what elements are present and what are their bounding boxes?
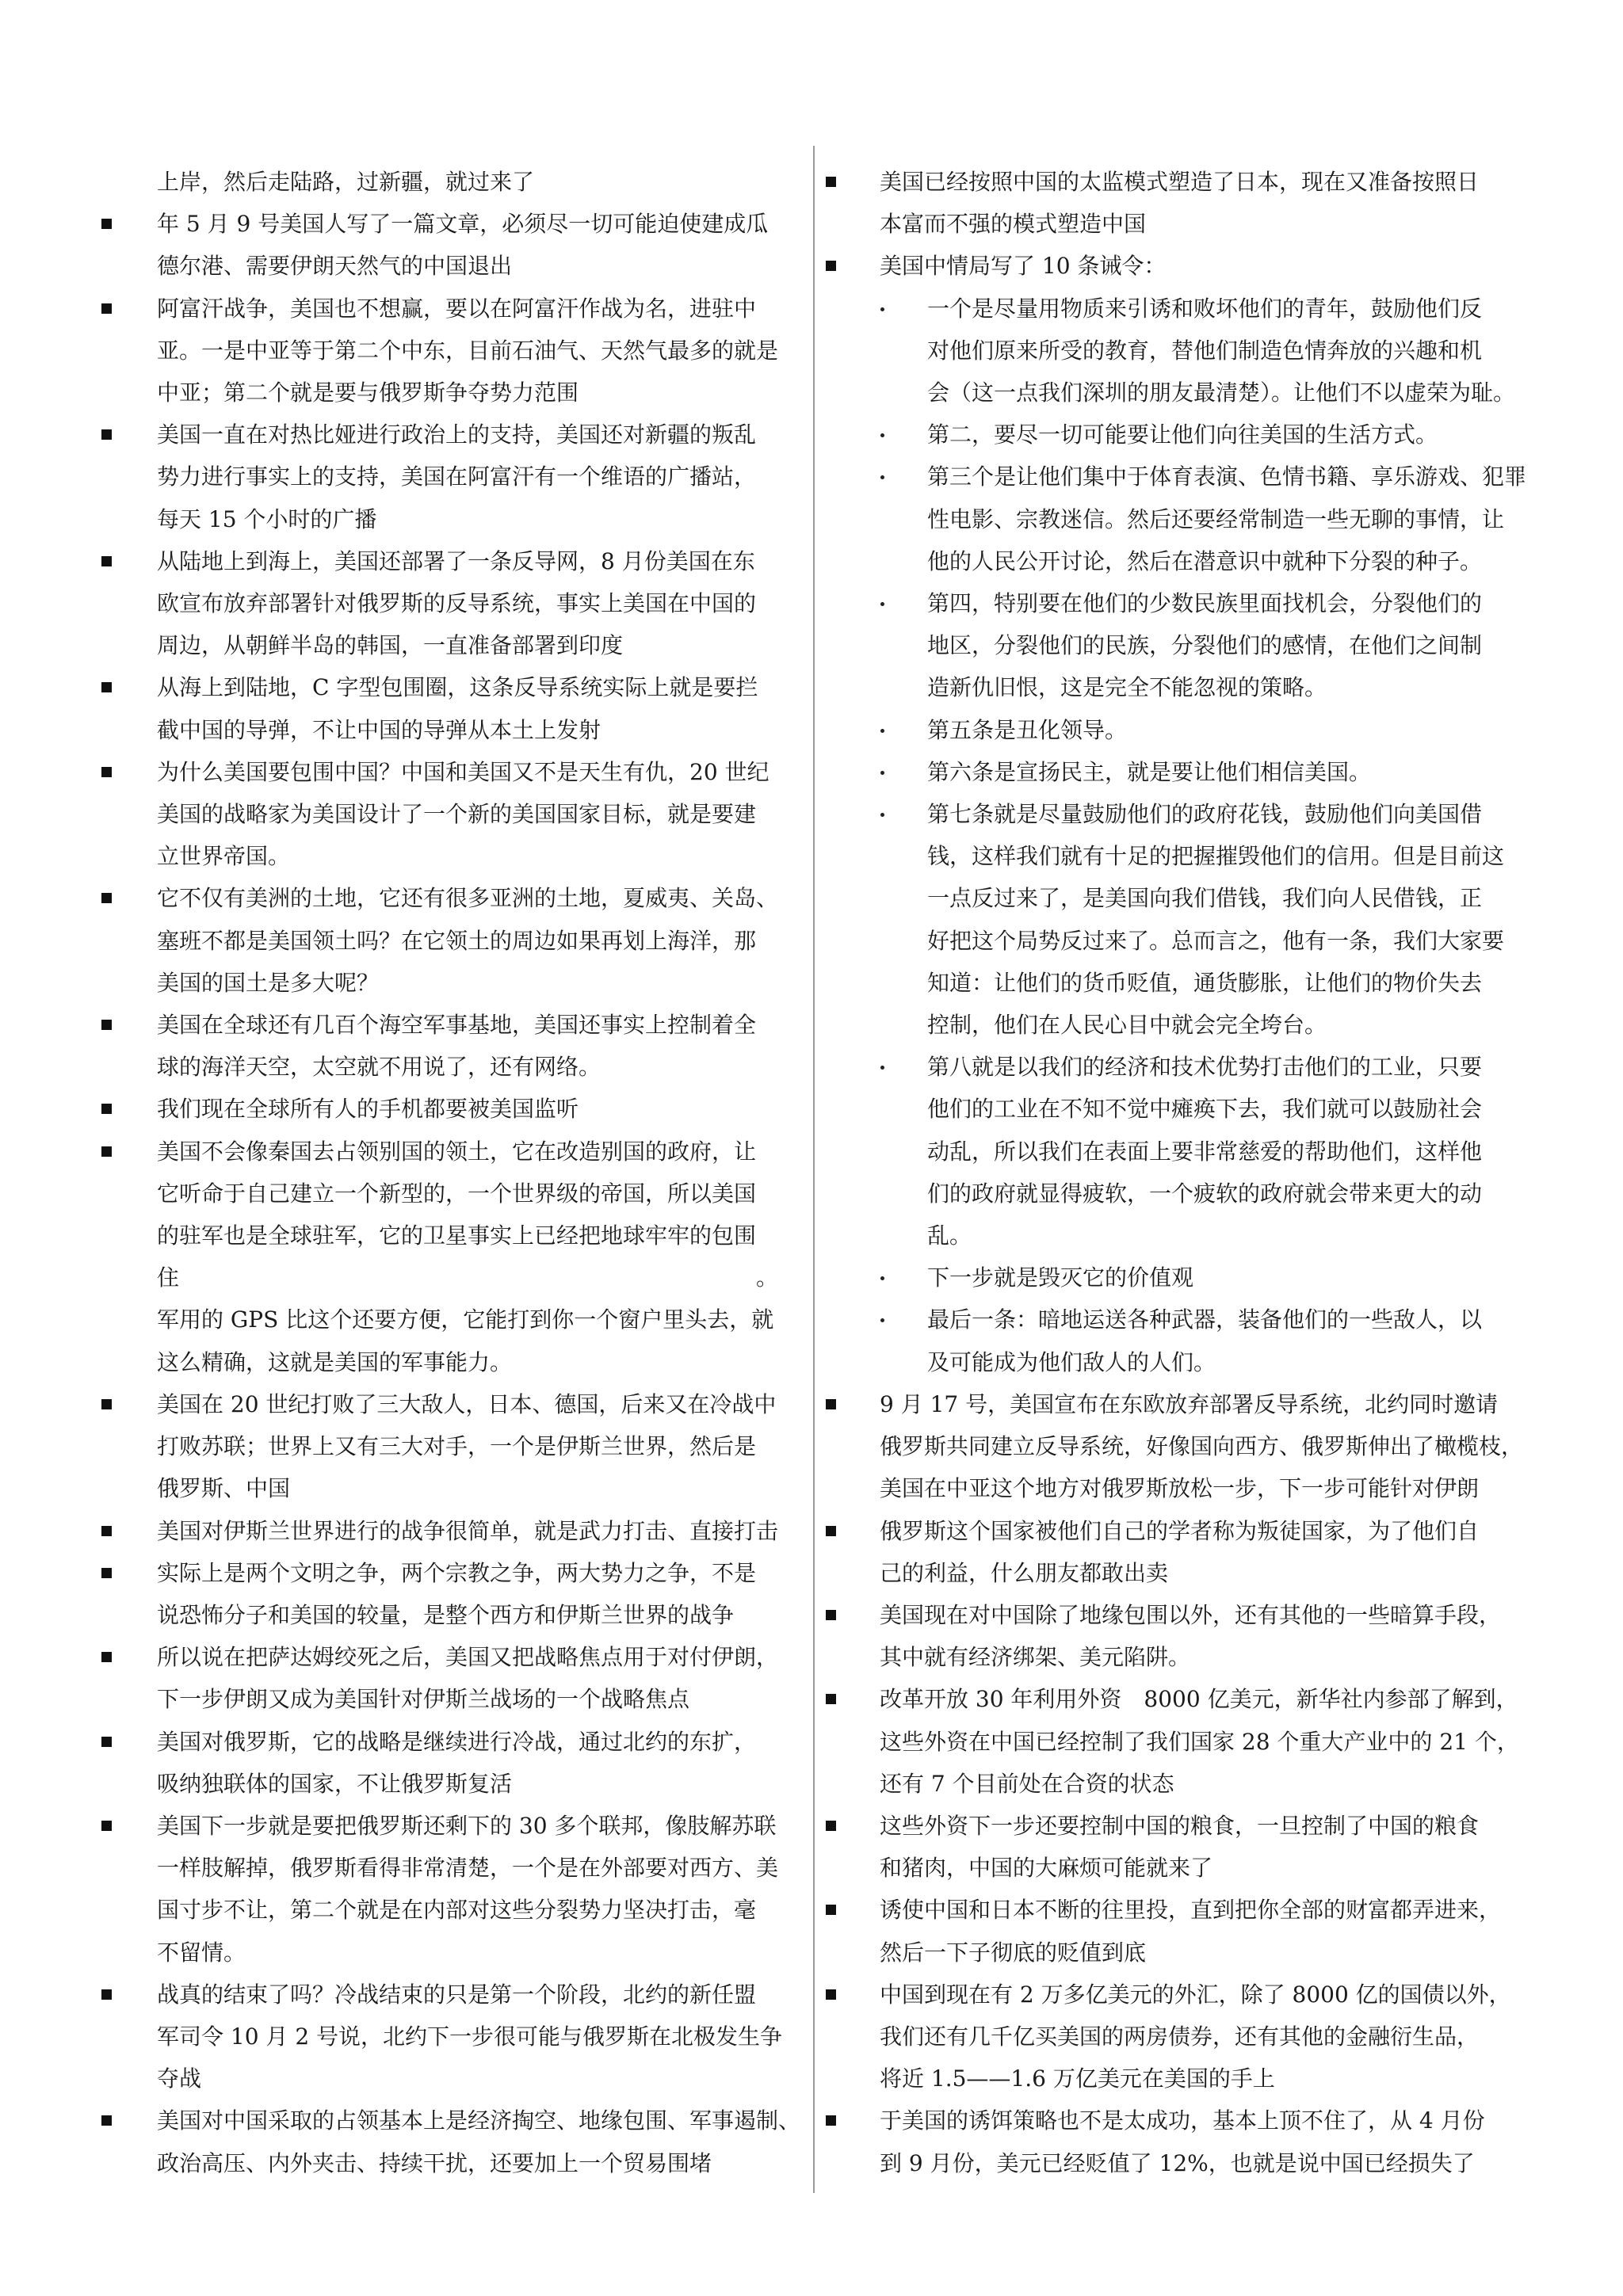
bullet-item	[94, 1636, 807, 1720]
sub-bullet-text: 第二，要尽一切可能要让他们向往美国的生活方式。	[927, 421, 1438, 448]
sub-bullet-item	[826, 288, 1543, 414]
bullet-item	[94, 1510, 807, 1552]
bullet-item	[94, 877, 807, 1004]
square-bullet-icon	[826, 177, 836, 187]
bullet-text: 为什么美国要包围中国？中国和美国又不是天生有仇，20 世纪 美国的战略家为美国设计了一个新的美国国家目标，就是要建 立世界帝国。	[157, 758, 769, 870]
bullet-text: 诱使中国和日本不断的往里投，直到把你全部的财富都弄进来， 然后一下子彻底的贬值到底	[880, 1897, 1502, 1966]
square-bullet-icon	[826, 261, 836, 271]
square-bullet-icon	[101, 1652, 112, 1662]
bullet-text: 美国对伊斯兰世界进行的战争很简单，就是武力打击、直接打击	[157, 1517, 779, 1544]
paragraph-text: 军用的 GPS 比这个还要方便，它能打到你一个窗户里头去，就 这么精确，这就是美国的军事能力。	[157, 1306, 774, 1375]
dot-bullet-icon	[880, 1066, 884, 1070]
dot-bullet-icon	[880, 771, 884, 775]
square-bullet-icon	[826, 2115, 836, 2126]
bullet-item	[826, 161, 1543, 245]
bullet-text: 于美国的诱饵策略也不是太成功，基本上顶不住了，从 4 月份 到 9 月份，美元已经贬值了 12%，也就是说中国已经损失了	[880, 2107, 1485, 2176]
bullet-item	[826, 1678, 1543, 1805]
bullet-text: 美国中情局写了 10 条诫令：	[880, 253, 1167, 280]
bullet-text: 战真的结束了吗？冷战结束的只是第一个阶段，北约的新任盟 军司令 10 月 2 号说，北约下一步很可能与俄罗斯在北极发生争 夺战	[157, 1981, 783, 2092]
square-bullet-icon	[101, 1146, 112, 1157]
square-bullet-icon	[101, 556, 112, 566]
bullet-item	[826, 1383, 1543, 1510]
bullet-item	[826, 245, 1543, 287]
bullet-item	[94, 1974, 807, 2100]
square-bullet-icon	[101, 767, 112, 777]
bullet-text: 它不仅有美洲的土地，它还有很多亚洲的土地，夏威夷、关岛、 塞班不都是美国领土吗？在它领土的周边如果再划上海洋，那 美国的国土是多大呢？	[157, 885, 779, 996]
bullet-item	[94, 751, 807, 878]
sub-bullet-text: 第四，特别要在他们的少数民族里面找机会，分裂他们的 地区，分裂他们的民族，分裂他们的感情，在他们之间制 造新仇旧恨，这是完全不能忽视的策略。	[927, 590, 1483, 701]
sub-bullet-text: 第八就是以我们的经济和技术优势打击他们的工业，只要 他们的工业在不知不觉中瘫痪下去，我们就可以鼓励社会 动乱，所以我们在表面上要非常慈爱的帮助他们，这样他 们的政府就显得疲软，一个疲软的政府就会带来更大的动 乱。	[927, 1054, 1483, 1249]
bullet-text: 美国在全球还有几百个海空军事基地，美国还事实上控制着全 球的海洋天空，太空就不用说了，还有网络。	[157, 1012, 757, 1081]
square-bullet-icon	[826, 1526, 836, 1536]
dot-bullet-icon	[880, 433, 884, 437]
bullet-text: 9 月 17 号，美国宣布在东欧放弃部署反导系统，北约同时邀请 俄罗斯共同建立反导系统，好像国向西方、俄罗斯伸出了橄榄枝， 美国在中亚这个地方对俄罗斯放松一步，下一步可能针对伊朗	[880, 1390, 1524, 1502]
bullet-text: 中国到现在有 2 万多亿美元的外汇，除了 8000 亿的国债以外， 我们还有几千亿买美国的两房债券，还有其他的金融衍生品， 将近 1.5——1.6 万亿美元在美国的手上	[880, 1981, 1511, 2092]
bullet-text: 改革开放 30 年利用外资 8000 亿美元，新华社内参部了解到， 这些外资在中国已经控制了我们国家 28 个重大产业中的 21 个， 还有 7 个目前处在合资的状态	[880, 1686, 1519, 1797]
bullet-item	[94, 288, 807, 414]
bullet-item	[826, 2100, 1543, 2183]
sub-bullet-item	[826, 1257, 1543, 1299]
paragraph	[94, 1299, 807, 1383]
sub-bullet-item	[826, 793, 1543, 1046]
bullet-item	[94, 1552, 807, 1636]
square-bullet-icon	[826, 1905, 836, 1915]
sub-bullet-text: 第五条是丑化领导。	[927, 716, 1128, 743]
bullet-item	[826, 1974, 1543, 2100]
bullet-text: 美国在 20 世纪打败了三大敌人，日本、德国，后来又在冷战中 打败苏联；世界上又有三大对手，一个是伊斯兰世界，然后是 俄罗斯、中国	[157, 1390, 777, 1502]
bullet-item	[94, 1805, 807, 1974]
bullet-item	[94, 1383, 807, 1510]
square-bullet-icon	[101, 219, 112, 229]
bullet-text: 美国现在对中国除了地缘包围以外，还有其他的一些暗算手段， 其中就有经济绑架、美元陷阱。	[880, 1601, 1502, 1671]
bullet-text: 实际上是两个文明之争，两个宗教之争，两大势力之争，不是 说恐怖分子和美国的较量，是整个西方和伊斯兰世界的战争	[157, 1559, 757, 1628]
bullet-text: 美国一直在对热比娅进行政治上的支持，美国还对新疆的叛乱 势力进行事实上的支持，美国在阿富汗有一个维语的广播站， 每天 15 个小时的广播	[157, 421, 757, 532]
sub-bullet-text: 第三个是让他们集中于体育表演、色情书籍、享乐游戏、犯罪 性电影、宗教迷信。然后还要经常制造一些无聊的事情，让 他的人民公开讨论，然后在潜意识中就种下分裂的种子。	[927, 463, 1527, 574]
bullet-text: 美国下一步就是要把俄罗斯还剩下的 30 多个联邦，像肢解苏联 一样肢解掉，俄罗斯看得非常清楚，一个是在外部要对西方、美 国寸步不让，第二个就是在内部对这些分裂势力坚决打击，毫 不留情。	[157, 1812, 779, 1966]
square-bullet-icon	[101, 893, 112, 903]
bullet-text: 从海上到陆地，C 字型包围圈，这条反导系统实际上就是要拦 截中国的导弹，不让中国的导弹从本土上发射	[157, 674, 758, 743]
dot-bullet-icon	[880, 1276, 884, 1280]
bullet-item	[94, 414, 807, 540]
bullet-text: 年 5 月 9 号美国人写了一篇文章，必须尽一切可能迫使建成瓜 德尔港、需要伊朗天然气的中国退出	[157, 211, 769, 280]
square-bullet-icon	[101, 1989, 112, 2000]
bullet-text: 所以说在把萨达姆绞死之后，美国又把战略焦点用于对付伊朗， 下一步伊朗又成为美国针对伊斯兰战场的一个战略焦点	[157, 1644, 779, 1713]
bullet-item	[94, 666, 807, 750]
dot-bullet-icon	[880, 307, 884, 311]
sub-bullet-item	[826, 582, 1543, 709]
bullet-item	[826, 1889, 1543, 1973]
square-bullet-icon	[101, 1737, 112, 1747]
bullet-text: 美国对中国采取的占领基本上是经济掏空、地缘包围、军事遏制、 政治高压、内外夹击、持续干扰，还要加上一个贸易围堵	[157, 2107, 801, 2176]
dot-bullet-icon	[880, 813, 884, 817]
bullet-text: 阿富汗战争，美国也不想赢，要以在阿富汗作战为名，进驻中 亚。一是中亚等于第二个中东，目前石油气、天然气最多的就是 中亚；第二个就是要与俄罗斯争夺势力范围	[157, 295, 779, 406]
square-bullet-icon	[101, 682, 112, 692]
dot-bullet-icon	[880, 729, 884, 733]
bullet-item	[826, 1805, 1543, 1889]
bullet-text: 美国已经按照中国的太监模式塑造了日本，现在又准备按照日 本富而不强的模式塑造中国	[880, 169, 1480, 238]
bullet-item	[94, 540, 807, 667]
sub-bullet-text: 最后一条：暗地运送各种武器，装备他们的一些敌人，以 及可能成为他们敌人的人们。	[927, 1306, 1483, 1375]
bullet-item	[826, 1510, 1543, 1594]
square-bullet-icon	[101, 429, 112, 440]
sub-bullet-text: 第六条是宣扬民主，就是要让他们相信美国。	[927, 758, 1372, 785]
sub-bullet-item	[826, 414, 1543, 456]
sub-bullet-item	[826, 751, 1543, 793]
sub-bullet-item	[826, 1299, 1543, 1383]
square-bullet-icon	[101, 1526, 112, 1536]
bullet-text: 我们现在全球所有人的手机都要被美国监听	[157, 1096, 579, 1123]
square-bullet-icon	[101, 1568, 112, 1578]
square-bullet-icon	[826, 1694, 836, 1704]
paragraph-text: 上岸，然后走陆路，过新疆，就过来了	[157, 169, 535, 195]
bullet-text: 美国对俄罗斯，它的战略是继续进行冷战，通过北约的东扩， 吸纳独联体的国家，不让俄罗斯复活	[157, 1728, 757, 1797]
dot-bullet-icon	[880, 602, 884, 606]
bullet-text: 美国不会像秦国去占领别国的领土，它在改造别国的政府，让 它听命于自己建立一个新型的，一个世界级的帝国，所以美国 的驻军也是全球驻军，它的卫星事实上已经把地球牢牢的包围 住 。	[157, 1138, 779, 1291]
column-divider	[813, 146, 815, 2193]
square-bullet-icon	[101, 1104, 112, 1114]
square-bullet-icon	[101, 1399, 112, 1409]
square-bullet-icon	[101, 2115, 112, 2126]
sub-bullet-item	[826, 1046, 1543, 1257]
square-bullet-icon	[101, 1020, 112, 1030]
bullet-item	[94, 203, 807, 287]
square-bullet-icon	[826, 1989, 836, 2000]
bullet-text: 这些外资下一步还要控制中国的粮食，一旦控制了中国的粮食 和猪肉，中国的大麻烦可能就来了	[880, 1812, 1480, 1882]
sub-bullet-item	[826, 709, 1543, 751]
bullet-text: 从陆地上到海上，美国还部署了一条反导网，8 月份美国在东 欧宣布放弃部署针对俄罗斯的反导系统，事实上美国在中国的 周边，从朝鲜半岛的韩国，一直准备部署到印度	[157, 547, 757, 659]
sub-bullet-text: 下一步就是毁灭它的价值观	[927, 1264, 1194, 1291]
square-bullet-icon	[826, 1821, 836, 1831]
paragraph	[94, 161, 807, 203]
bullet-item	[826, 1594, 1543, 1678]
sub-bullet-item	[826, 456, 1543, 582]
sub-bullet-text: 第七条就是尽量鼓励他们的政府花钱，鼓励他们向美国借 钱，这样我们就有十足的把握摧毁他们的信用。但是目前这 一点反过来了，是美国向我们借钱，我们向人民借钱，正 好把这个局势反过来了。总而言之，他有一条，我们大家要 知道：让他们的货币贬值，通货膨胀，让他们的物价失去 控制，他们在人民心目中就会完全垮台。	[927, 801, 1505, 1039]
square-bullet-icon	[826, 1610, 836, 1620]
square-bullet-icon	[826, 1399, 836, 1409]
bullet-item	[94, 2100, 807, 2183]
bullet-text: 俄罗斯这个国家被他们自己的学者称为叛徒国家，为了他们自 己的利益，什么朋友都敢出卖	[880, 1517, 1480, 1586]
dot-bullet-icon	[880, 1318, 884, 1322]
square-bullet-icon	[101, 303, 112, 314]
dot-bullet-icon	[880, 475, 884, 479]
left-column	[94, 161, 807, 2184]
bullet-item	[94, 1131, 807, 1299]
bullet-item	[94, 1004, 807, 1088]
right-column	[826, 161, 1543, 2184]
sub-bullet-text: 一个是尽量用物质来引诱和败坏他们的青年，鼓励他们反 对他们原来所受的教育，替他们制造色情奔放的兴趣和机 会（这一点我们深圳的朋友最清楚）。让他们不以虚荣为耻。	[927, 295, 1516, 406]
bullet-item	[94, 1721, 807, 1805]
bullet-item	[94, 1088, 807, 1130]
square-bullet-icon	[101, 1821, 112, 1831]
